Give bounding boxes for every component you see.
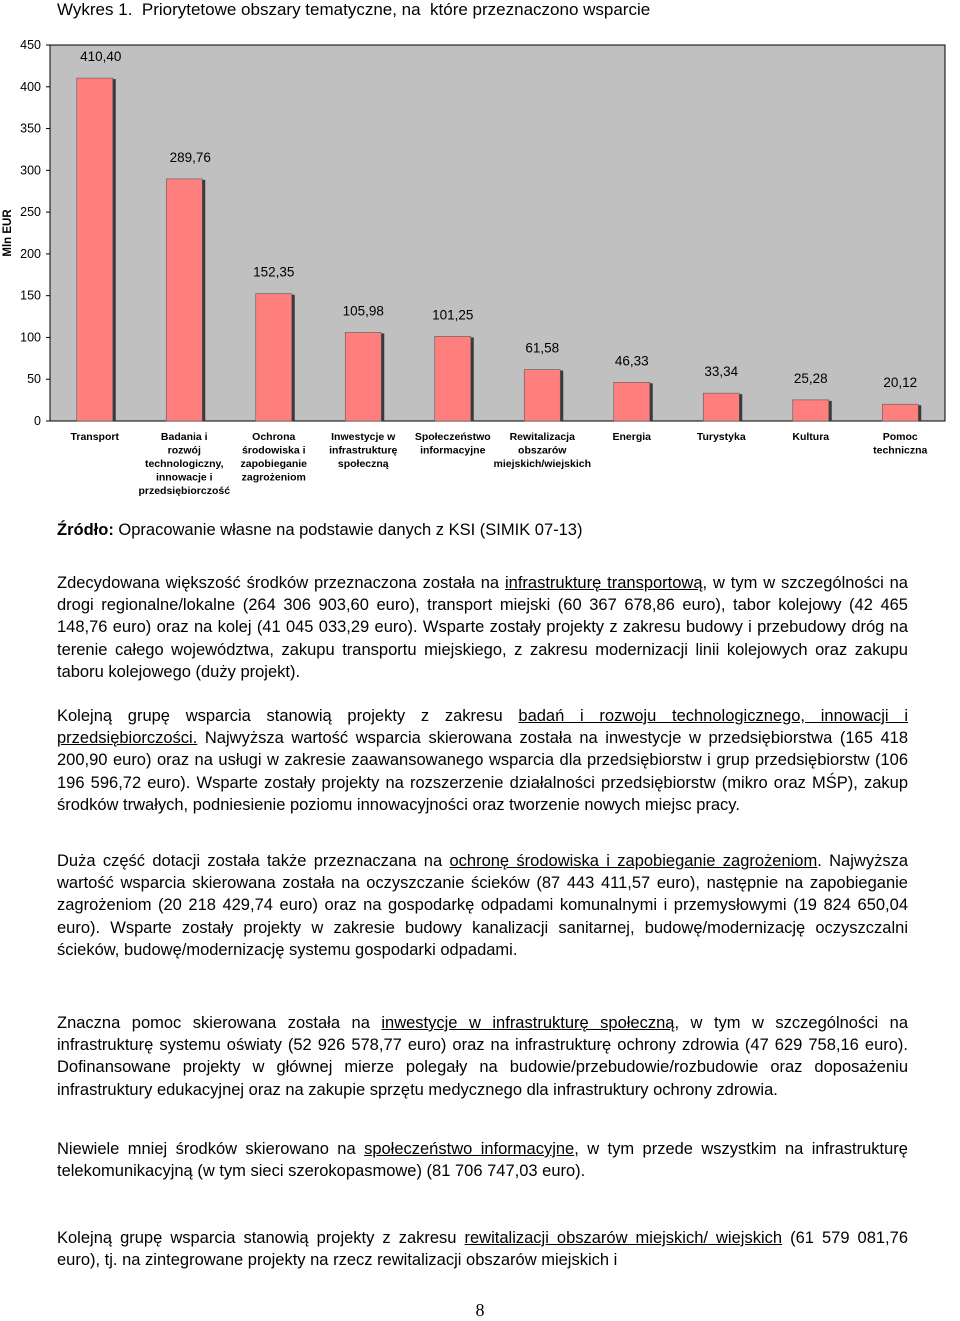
bar-value-label: 20,12 <box>883 375 918 391</box>
source-text: Opracowanie własne na podstawie danych z KSI (SIMIK 07-13) <box>113 521 583 539</box>
bar <box>793 400 829 421</box>
x-axis-labels <box>71 431 928 497</box>
paragraph-transport <box>57 572 908 683</box>
underlined-topic: inwestycje w infrastrukturę społeczną <box>381 1014 675 1032</box>
underlined-topic: infrastrukturę transportową <box>504 574 703 592</box>
x-category-label: Turystyka <box>696 431 746 443</box>
paragraph-text: Duża część dotacji została także przeznaczana na <box>57 852 450 870</box>
bar <box>435 336 471 421</box>
source-note <box>57 519 582 541</box>
bar-value-label: 410,40 <box>80 49 122 65</box>
bar <box>166 179 202 421</box>
y-tick-label: 400 <box>20 79 41 94</box>
bar <box>256 294 292 421</box>
y-tick-label: 150 <box>20 288 41 303</box>
bar-value-label: 33,34 <box>704 364 739 380</box>
paragraph-text: Niewiele mniej środków skierowano na <box>57 1140 365 1158</box>
underlined-topic: społeczeństwo informacyjne <box>364 1140 575 1158</box>
bar-value-label: 101,25 <box>432 307 474 323</box>
bar-value-label: 25,28 <box>793 370 828 386</box>
paragraph-text: Zdecydowana większość środków przeznaczona została na <box>57 574 505 592</box>
y-tick-label: 0 <box>34 414 41 428</box>
bar <box>882 404 918 421</box>
bar <box>614 382 650 421</box>
paragraph-text: (61 579 081,76 euro), tj. na zintegrowane projekty na rzecz rewitalizacji obszarów miejskich i <box>57 1229 908 1270</box>
paragraph-text: , w tym przede wszystkim na infrastrukturę telekomunikacyjną (w tym sieci szerokopasmowe) (81 706 747,03 euro). <box>57 1140 908 1181</box>
y-tick-label: 250 <box>20 205 41 220</box>
underlined-topic: rewitalizacji obszarów miejskich/ wiejskich <box>464 1229 783 1247</box>
bar-value-label: 152,35 <box>253 264 295 280</box>
paragraph-text: , w tym w szczególności na drogi regionalne/lokalne (264 306 903,60 euro), transport miejski (60 367 678,86 euro), tabor kolejowy (42 465 148,76 euro) oraz na kolej (41 045 033,29 euro). Wsparte zostały projekty z zakresu budowy i przebudowy dróg na terenie całego województwa, zakupu transportu miejskiego, z zakresu modernizacji linii kolejowych oraz zakupu taboru kolejowego (duży projekt). <box>57 574 908 681</box>
paragraph-text: . Najwyższa wartość wsparcia skierowana została na oczyszczanie ścieków (87 443 411,57 euro), następnie na zapobieganie zagrożeniom (20 218 429,74 euro) oraz na gospodarkę odpadami komunalnymi i przemysłowymi (19 824 650,04 euro). Wsparte zostały projekty w zakresie budowy kanalizacji sanitarnej, budowę/modernizację oczyszczalni ścieków, budowę/modernizację systemu gospodarki odpadami. <box>57 852 908 959</box>
bar-value-label: 289,76 <box>169 149 211 165</box>
paragraph-social-infrastructure <box>57 1012 908 1101</box>
paragraph-text: , w tym w szczególności na infrastrukturę systemu oświaty (52 926 578,77 euro) oraz na infrastrukturę ochrony zdrowia (47 629 758,16 euro). Dofinansowane projekty w głównej mierze polegały na budowie/przebudowie/rozbudowie oraz doposażeniu infrastruktury edukacyjnej oraz na zakupie sprzętu medycznego dla infrastruktury ochrony zdrowia. <box>57 1014 908 1099</box>
paragraph-text: Najwyższa wartość wsparcia skierowana została na inwestycje w przedsiębiorstwa (165 418 200,90 euro) oraz na usługi w zakresie zaawansowanego wsparcia dla przedsiębiorstw i grup przedsiębiorstw (106 196 596,72 euro). Wsparte zostały projekty na rozszerzenie działalności przedsiębiorstw (mikro oraz MŚP), zakup środków trwałych, podniesienie poziomu innowacyjności oraz tworzenie nowych miejsc pracy. <box>57 729 908 814</box>
x-category-label: Społeczeństwo informacyjne <box>414 431 491 457</box>
bar <box>77 78 113 421</box>
bar <box>524 370 560 421</box>
y-tick-label: 300 <box>20 163 41 178</box>
x-category-label: Energia <box>612 431 652 443</box>
underlined-topic: badań i rozwoju technologicznego, innowacji i przedsiębiorczości. <box>57 707 908 748</box>
paragraph-environment <box>57 850 908 961</box>
x-category-label: Pomoc techniczna <box>873 431 928 457</box>
paragraph-text: Znaczna pomoc skierowana została na <box>57 1014 382 1032</box>
page-number: 8 <box>475 1300 485 1320</box>
y-tick-label: 350 <box>20 121 41 136</box>
paragraph-research <box>57 705 908 816</box>
x-category-label: Badania i rozwój technologiczny, innowacje i przedsiębiorczość <box>138 431 231 497</box>
y-tick-label: 200 <box>20 246 41 261</box>
y-axis-label: Mln EUR <box>2 209 14 257</box>
bar-chart <box>0 0 960 510</box>
bar-value-label: 105,98 <box>342 303 384 319</box>
bar-value-label: 61,58 <box>525 340 560 356</box>
x-category-label: Inwestycje w infrastrukturę społeczną <box>329 431 398 470</box>
x-category-label: Transport <box>70 431 119 443</box>
bar <box>345 332 381 421</box>
source-label: Źródło: <box>57 521 114 539</box>
x-category-label: Rewitalizacja obszarów miejskich/wiejskich <box>493 431 591 470</box>
x-category-label: Ochrona środowiska i zapobieganie zagrożeniom <box>240 431 308 484</box>
x-category-label: Kultura <box>792 431 830 443</box>
y-tick-label: 100 <box>20 330 41 345</box>
paragraph-text: Kolejną grupę wsparcia stanowią projekty z zakresu <box>57 1229 465 1247</box>
paragraph-revitalization <box>57 1227 908 1271</box>
paragraph-information-society <box>57 1138 908 1182</box>
bar <box>703 393 739 421</box>
bar-value-label: 46,33 <box>614 353 649 369</box>
y-tick-label: 50 <box>27 372 41 387</box>
underlined-topic: ochronę środowiska i zapobieganie zagrożeniom <box>449 852 818 870</box>
y-axis <box>20 38 50 428</box>
figure-caption: Wykres 1. Priorytetowe obszary tematyczne, na które przeznaczono wsparcie <box>57 0 651 19</box>
paragraph-text: Kolejną grupę wsparcia stanowią projekty z zakresu <box>57 707 519 725</box>
y-tick-label: 450 <box>20 38 41 52</box>
